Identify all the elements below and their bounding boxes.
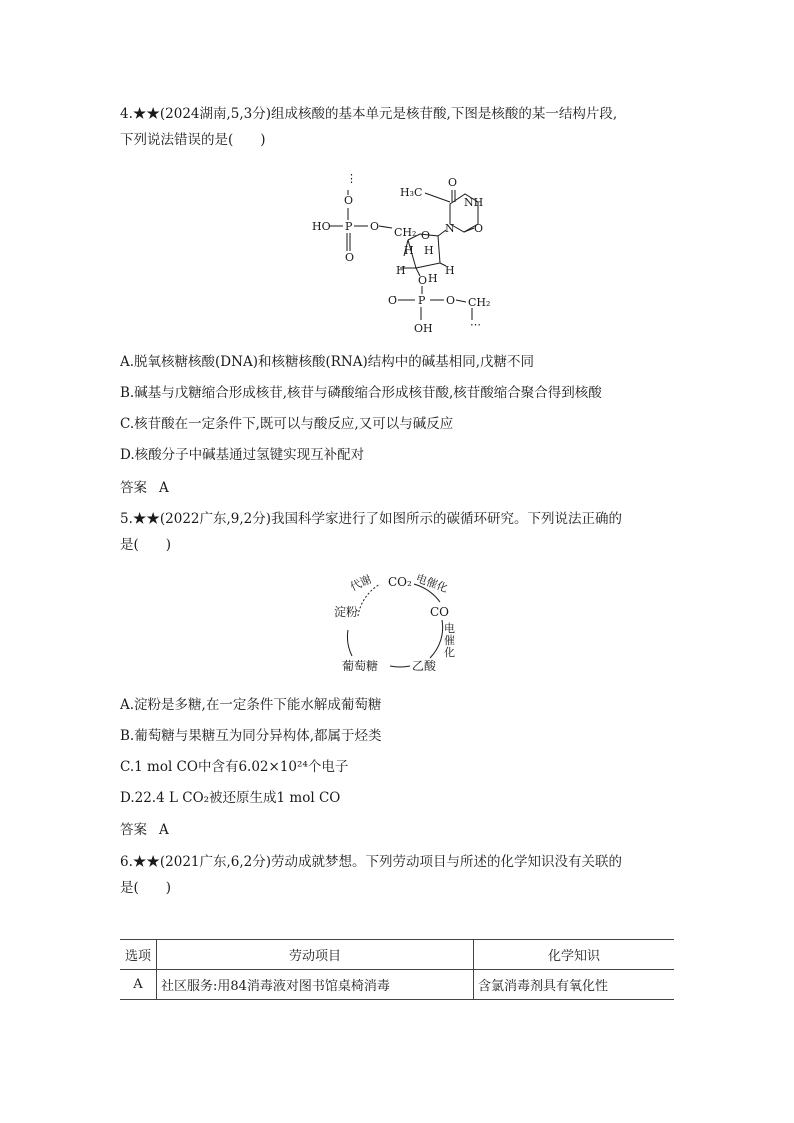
ch2-upper: CH₂ <box>394 226 417 239</box>
answer-value: A <box>159 480 169 496</box>
top-dots: ⋮ <box>346 172 357 185</box>
header-chem-knowledge: 化学知识 <box>474 940 675 970</box>
cycle-electrocatalysis-right-1: 电 <box>444 622 455 635</box>
h-c: H <box>396 264 406 277</box>
question-4-stem <box>120 101 680 153</box>
methyl: H₃C <box>400 186 423 199</box>
lower-oh: OH <box>414 322 433 335</box>
question-4-option-c[interactable]: C.核苷酸在一定条件下,既可以与酸反应,又可以与碱反应 <box>120 416 454 432</box>
carbon-cycle-diagram <box>330 570 470 680</box>
question-6-line1: 6.★★(2021广东,6,2分)劳动成就梦想。下列劳动项目与所述的化学知识没有关联的 <box>120 854 623 870</box>
question-6-stem <box>120 849 680 901</box>
cycle-metabolism: 代谢 <box>348 572 374 594</box>
cell-labor-project: 社区服务:用84消毒液对图书馆桌椅消毒 <box>157 970 474 1000</box>
cell-chem-knowledge: 含氯消毒剂具有氧化性 <box>474 970 675 1000</box>
question-4-answer <box>120 478 169 498</box>
cell-option: A <box>120 970 157 1000</box>
question-4-line1: 4.★★(2024湖南,5,3分)组成核酸的基本单元是核苷酸,下图是核酸的某一结构片段, <box>120 106 618 122</box>
question-4-option-a[interactable]: A.脱氧核糖核酸(DNA)和核糖核酸(RNA)结构中的碱基相同,戊糖不同 <box>120 354 535 370</box>
h-a: H <box>404 244 414 257</box>
table-header-row <box>120 940 674 970</box>
base-o-top: O <box>448 176 458 189</box>
question-5-option-a[interactable]: A.淀粉是多糖,在一定条件下能水解成葡萄糖 <box>120 697 382 713</box>
table-row <box>120 970 674 1000</box>
question-5-option-d[interactable]: D.22.4 L CO₂被还原生成1 mol CO <box>120 790 341 806</box>
cycle-electrocatalysis-right-3: 化 <box>444 646 455 659</box>
base-nh: NH <box>464 196 484 209</box>
question-5-option-c[interactable]: C.1 mol CO中含有6.02×10²⁴个电子 <box>120 759 349 775</box>
bottom-dots: ⋯ <box>470 318 481 331</box>
cycle-glucose: 葡萄糖 <box>342 659 379 673</box>
upper-p: P <box>345 220 353 233</box>
question-4-line2: 下列说法错误的是( ) <box>120 132 266 148</box>
question-4-option-b[interactable]: B.碱基与戊糖缩合形成核苷,核苷与磷酸缩合形成核苷酸,核苷酸缩合聚合得到核酸 <box>120 385 602 401</box>
p-o-right: O <box>370 220 380 233</box>
cycle-co2: CO₂ <box>388 575 412 589</box>
lower-p: P <box>418 294 426 307</box>
answer-label: 答案 <box>120 822 147 838</box>
question-5-stem <box>120 506 680 558</box>
question-4-option-d[interactable]: D.核酸分子中碱基通过氢键实现互补配对 <box>120 447 365 463</box>
question-5-line2: 是( ) <box>120 537 172 553</box>
lower-o-left: O <box>388 294 398 307</box>
cycle-electrocatalysis-top: 电催化 <box>414 571 450 596</box>
answer-label: 答案 <box>120 480 147 496</box>
cycle-electrocatalysis-right-2: 催 <box>444 634 455 647</box>
base-n: N <box>445 222 455 235</box>
top-o: O <box>344 194 354 207</box>
question-5-line1: 5.★★(2022广东,9,2分)我国科学家进行了如图所示的碳循环研究。下列说法正确的 <box>120 511 623 527</box>
electrocatalysis-right-binding: 电催化 <box>330 570 333 571</box>
question-5-option-b[interactable]: B.葡萄糖与果糖互为同分异构体,都属于烃类 <box>120 728 382 744</box>
cycle-acetic-acid: 乙酸 <box>412 659 437 673</box>
labor-chemistry-table <box>120 939 674 1000</box>
p-o-bottom: O <box>345 251 355 264</box>
answer-value: A <box>159 822 169 838</box>
sugar-o-bottom: O <box>418 274 428 287</box>
nucleotide-structure-diagram <box>300 168 500 338</box>
left-ho: HO <box>312 220 331 233</box>
cycle-co: CO <box>430 605 450 619</box>
h-d: H <box>428 272 438 285</box>
lower-o-right: O <box>446 294 456 307</box>
h-e: H <box>445 264 455 277</box>
lower-ch2: CH₂ <box>468 296 491 309</box>
header-labor-project: 劳动项目 <box>157 940 474 970</box>
question-5-answer <box>120 820 169 840</box>
ring-o: O <box>421 229 431 242</box>
header-option: 选项 <box>120 940 157 970</box>
h-b: H <box>424 244 434 257</box>
question-6-line2: 是( ) <box>120 880 172 896</box>
cycle-starch: 淀粉 <box>334 605 359 619</box>
base-o-right: O <box>474 222 484 235</box>
